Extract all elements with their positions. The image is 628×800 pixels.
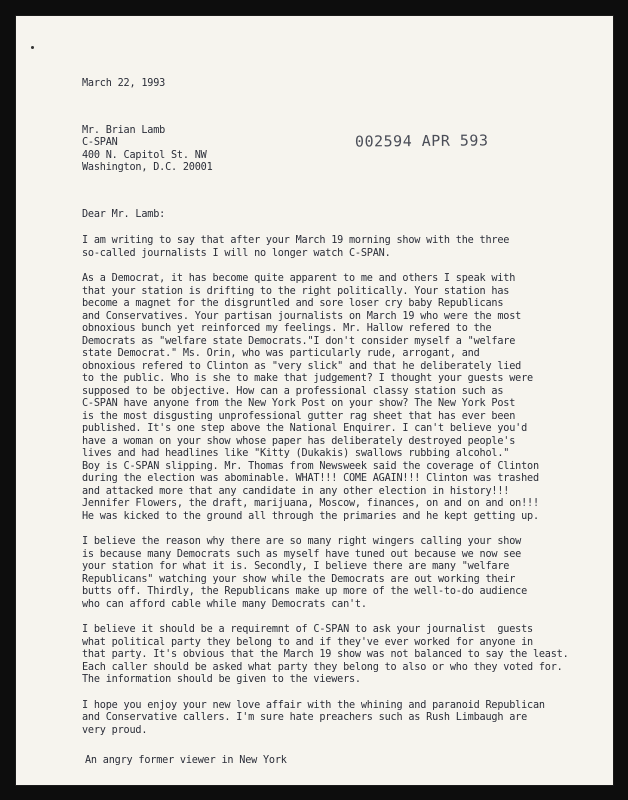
- paragraph-2: As a Democrat, it has become quite apparent to me and others I speak with that your station is drifting to the right politically. Your station has become a magnet for the disgruntled and sore loser cry baby Republicans and Conservatives. Your partisan journalists on March 19 who were the most obnoxious bunch yet reinforced my feelings. Mr. Hallow refered to the Democrats as "welfare state Democrats."I don't consider myself a "welfare state Democrat." Ms. Orin, who was particularly rude, arrogant, and obnoxious refered to Clinton as "very slick" and that he deliberately lied to the public. Who is she to make that judgement? I thought your guests were supposed to be objective. How can a professional classy station such as C-SPAN have anyone from the New York Post on your show? The New York Post is the most disgusting unprofessional gutter rag sheet that has ever been published. It's one step above the National Enquirer. I can't believe you'd have a woman on your show whose paper has deliberately destroyed people's lives and had headlines like "Kitty (Dukakis) swallows rubbing alcohol." Boy is C-SPAN slipping. Mr. Thomas from Newsweek said the coverage of Clinton during the election was abominable. WHAT!!! COME AGAIN!!! Clinton was trashed and attacked more that any candidate in any other election in history!!! Jennifer Flowers, the draft, marijuana, Moscow, finances, on and on and on!!! He was kicked to the ground all through the primaries and he kept getting up.: [82, 273, 539, 522]
- received-stamp: 002594 APR 593: [354, 131, 489, 151]
- letter-date: March 22, 1993: [82, 78, 166, 89]
- ink-dot: [31, 46, 34, 49]
- address-line: Mr. Brian Lamb: [82, 124, 166, 136]
- paragraph-4: I believe it should be a requiremnt of C-SPAN to ask your journalist guests what political party they belong to and if they've ever worked for anyone in that party. It's obvious that the March 19 show was not balanced to say the least. Each caller should be asked what party they belong to also or who they voted for. The information should be given to the viewers.: [82, 624, 569, 685]
- address-line: Washington, D.C. 20001: [82, 162, 213, 173]
- address-line: 400 N. Capitol St. NW: [82, 149, 207, 161]
- paragraph-3: I believe the reason why there are so many right wingers calling your show is because many Democrats such as myself have tuned out because we now see your station for what it is. Secondly, I believe there are many "welfare Republicans" watching your show while the Democrats are out working their butts off. Thirdly, the Republicans make up more of the well-to-do audience who can afford cable while many Democrats can't.: [82, 536, 528, 610]
- letter-body: [82, 78, 582, 768]
- signoff: An angry former viewer in New York: [85, 755, 287, 766]
- recipient-address: [82, 125, 582, 175]
- paragraph-1: I am writing to say that after your March 19 morning show with the three so-called journalists I will no longer watch C-SPAN.: [82, 235, 510, 259]
- address-line: C-SPAN: [82, 137, 118, 148]
- salutation: Dear Mr. Lamb:: [82, 208, 166, 220]
- letter-page: [16, 16, 613, 785]
- paragraph-5: I hope you enjoy your new love affair with the whining and paranoid Republican and Conservative callers. I'm sure hate preachers such as Rush Limbaugh are very proud.: [82, 699, 545, 736]
